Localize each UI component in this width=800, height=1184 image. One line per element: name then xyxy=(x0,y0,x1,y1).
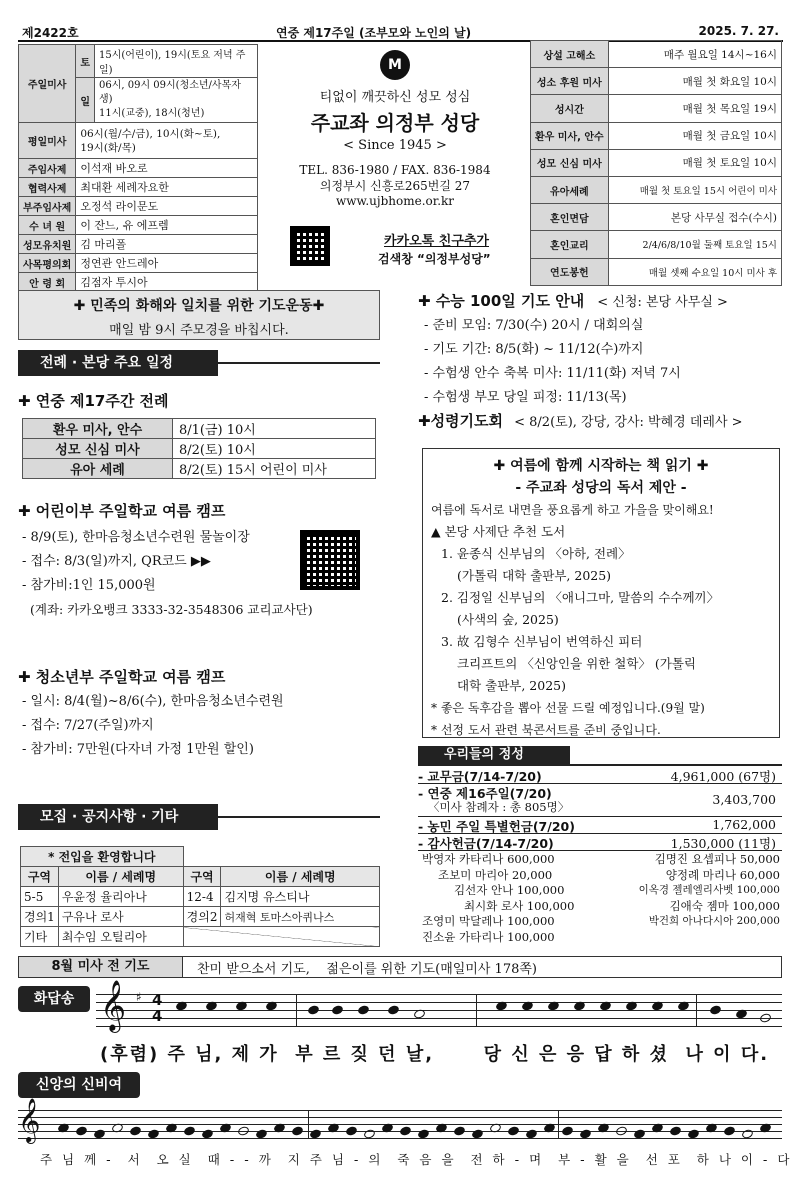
offering-label: - 연중 제16주일(7/20) xyxy=(418,786,552,801)
staff-role: 수 녀 원 xyxy=(19,216,76,235)
staff-name: 이석재 바오로 xyxy=(76,159,258,178)
staff-name: 최대환 세례자요한 xyxy=(76,178,258,197)
weekday-times-line-1: 06시(월/수/금), 10시(화~토), xyxy=(80,127,221,140)
liturgy-label: 성모 신심 미사 xyxy=(23,439,173,459)
schedule-label: 혼인교리 xyxy=(531,231,609,258)
donor: 김애숙 젬마 100,000 xyxy=(669,898,780,913)
liturgy-label: 환우 미사, 안수 xyxy=(23,419,173,439)
special-schedule-table xyxy=(530,40,782,286)
liturgy-section-bar: 전례 · 본당 주요 일정 xyxy=(18,350,218,376)
welcome-table xyxy=(20,846,380,947)
suneung-prayer-section xyxy=(418,290,784,311)
music-note-icon xyxy=(615,1125,628,1136)
column-header: 구역 xyxy=(21,867,59,887)
staff-role: 사목평의회 xyxy=(19,254,76,273)
schedule-label: 환우 미사, 안수 xyxy=(531,122,609,149)
staff-role: 협력사제 xyxy=(19,178,76,197)
bar-line xyxy=(296,994,297,1026)
name-cell: 구유나 로사 xyxy=(58,907,183,927)
music-note-icon xyxy=(759,1012,772,1023)
welcome-title: * 전입을 환영합니다 xyxy=(21,847,184,867)
schedule-label: 유아세례 xyxy=(531,176,609,203)
staff-role: 주임사제 xyxy=(19,159,76,178)
music-note-icon xyxy=(291,1125,304,1136)
empty-cell xyxy=(183,927,379,947)
area-cell: 경의2 xyxy=(183,907,221,927)
list-item: - 수험생 안수 축복 미사: 11/11(화) 저녁 7시 xyxy=(424,366,681,381)
music-note-icon xyxy=(307,1004,320,1015)
book-item: 대학 출판부, 2025) xyxy=(457,678,566,693)
spirit-heading: ✚성령기도회 xyxy=(418,412,504,430)
schedule-value: 매월 첫 목요일 19시 xyxy=(608,95,781,122)
responsorial-lyric: (후렴) 주 님, 제 가 부 르 짖 던 날, 당 신 은 응 답 하 셨 나 이 다. xyxy=(100,1044,770,1065)
sharp-icon: ♯ xyxy=(136,990,142,1004)
kids-camp-heading: ✚ 어린이부 주일학교 여름 캠프 xyxy=(18,502,226,520)
reading-recommend: ▲ 본당 사제단 추천 도서 xyxy=(431,524,566,539)
donor: 조영미 막달레나 100,000 xyxy=(422,914,555,928)
staff-name: 오정석 라이문도 xyxy=(76,197,258,216)
book-item: 3. 故 김형수 신부님이 번역하신 피터 xyxy=(441,634,643,649)
sunday-mass-label: 주일미사 xyxy=(19,45,76,123)
weekday-times-line-2: 19시(화/목) xyxy=(80,141,136,154)
kakao-search-hint: 검색창 “의정부성당” xyxy=(378,252,491,266)
kids-camp-qr-code[interactable] xyxy=(300,530,360,590)
issue-header xyxy=(18,22,783,40)
suneung-details xyxy=(424,314,784,410)
liturgy-time: 8/1(금) 10시 xyxy=(173,419,376,439)
reading-note: * 좋은 독후감을 뽑아 선물 드릴 예정입니다.(9월 말) xyxy=(431,701,705,715)
sunday-times-line-1: 06시, 09시 09시(청소년/사목자생) xyxy=(98,80,241,105)
bar-line xyxy=(558,1110,559,1138)
book-item: (사색의 숲, 2025) xyxy=(457,612,559,627)
reading-intro: 여름에 독서로 내면을 풍요롭게 하고 가을을 맞이해요! xyxy=(431,503,714,517)
schedule-label: 성모 신심 미사 xyxy=(531,149,609,176)
schedule-value: 매월 첫 토요일 10시 xyxy=(608,149,781,176)
schedule-value: 매월 첫 금요일 10시 xyxy=(608,122,781,149)
sunday-label: 일 xyxy=(76,78,95,123)
suneung-sub: < 신청: 본당 사무실 > xyxy=(597,295,728,310)
area-cell: 기타 xyxy=(21,927,59,947)
mystery-of-faith-label: 신앙의 신비여 xyxy=(18,1072,140,1098)
kids-camp-details xyxy=(22,526,313,622)
treble-clef-icon: 𝄞 xyxy=(100,980,127,1031)
music-note-icon xyxy=(387,1004,400,1015)
staff-name: 김점자 투시아 xyxy=(76,273,258,292)
saturday-times: 15시(어린이), 19시(토요 저녁 주일) xyxy=(94,45,257,78)
offering-rule xyxy=(418,764,782,766)
area-cell: 5-5 xyxy=(21,887,59,907)
youth-camp-details xyxy=(22,690,382,762)
reading-note: * 선정 도서 관련 북콘서트를 준비 중입니다. xyxy=(431,723,661,737)
donor: 김선자 안나 100,000 xyxy=(454,883,565,897)
liturgy-week-table xyxy=(22,418,376,479)
schedule-label: 성시간 xyxy=(531,95,609,122)
music-note-icon xyxy=(357,1004,370,1015)
music-note-icon xyxy=(237,1125,250,1136)
offering-label: - 감사헌금(7/14-7/20) xyxy=(418,836,554,851)
name-cell: 김지명 유스티나 xyxy=(221,887,380,907)
table-row xyxy=(21,927,380,947)
responsorial-psalm-label: 화답송 xyxy=(18,986,90,1012)
schedule-label: 혼인면담 xyxy=(531,204,609,231)
schedule-value: 매월 첫 토요일 15시 어린이 미사 xyxy=(608,176,781,203)
list-item: - 접수: 8/3(일)까지, QR코드 ▶▶ xyxy=(22,554,211,569)
issue-date: 2025. 7. 27. xyxy=(698,24,779,38)
area-cell: 12-4 xyxy=(183,887,221,907)
bar-line xyxy=(696,994,697,1026)
august-prayer-bar xyxy=(18,956,782,978)
donor: 박영자 카타리나 600,000 xyxy=(422,852,555,866)
issue-number: 제2422호 xyxy=(22,26,79,40)
parish-phone: TEL. 836-1980 / FAX. 836-1984 xyxy=(299,163,491,177)
parish-address: 의정부시 신흥로265번길 27 xyxy=(319,179,471,193)
list-item: - 참가비:1인 15,000원 xyxy=(22,578,156,593)
column-header: 이름 / 세례명 xyxy=(221,867,380,887)
name-cell: 우윤정 율리아나 xyxy=(58,887,183,907)
offering-section xyxy=(418,746,782,950)
music-note-icon xyxy=(723,1125,736,1136)
mystery-staff xyxy=(18,1098,782,1146)
mass-schedule-table xyxy=(18,44,258,292)
responsorial-staff xyxy=(96,980,782,1036)
spirit-prayer-section xyxy=(418,410,784,431)
column-header: 이름 / 세례명 xyxy=(58,867,183,887)
kakao-qr-code[interactable] xyxy=(290,226,330,266)
schedule-label: 연도봉헌 xyxy=(531,258,609,285)
music-note-icon xyxy=(75,1125,88,1136)
schedule-label: 상설 고해소 xyxy=(531,41,609,68)
parish-masthead xyxy=(262,44,528,284)
staff-role: 부주임사제 xyxy=(19,197,76,216)
liturgy-time: 8/2(토) 10시 xyxy=(173,439,376,459)
staff-name: 정연관 안드레아 xyxy=(76,254,258,273)
august-prayer-text: 찬미 받으소서 기도, 젊은이를 위한 기도(매일미사 178쪽) xyxy=(197,962,537,977)
list-item: - 수험생 부모 당일 피정: 11/13(목) xyxy=(424,390,627,405)
donor: 김명진 요셉피나 50,000 xyxy=(654,852,780,866)
book-item: (가톨릭 대학 출판부, 2025) xyxy=(457,568,612,583)
list-item: - 일시: 8/4(월)~8/6(수), 한마음청소년수련원 xyxy=(22,694,284,709)
music-note-icon xyxy=(183,1125,196,1136)
offering-value: 4,961,000 (67명) xyxy=(670,769,776,784)
schedule-value: 본당 사무실 접수(수시) xyxy=(608,204,781,231)
sunday-title: 연중 제17주일 (조부모와 노인의 날) xyxy=(276,26,472,40)
offering-bar: 우리들의 정성 xyxy=(418,746,570,764)
donor: 양정례 마리나 60,000 xyxy=(665,867,780,882)
list-item: - 접수: 7/27(주일)까지 xyxy=(22,718,154,733)
notice-section-bar: 모집 · 공지사항 · 기타 xyxy=(18,804,218,830)
reading-subtitle: - 주교좌 성당의 독서 제안 - xyxy=(515,480,687,496)
donor: 박건희 아나다시아 200,000 xyxy=(648,915,780,927)
offering-value: 1,530,000 (11명) xyxy=(670,836,776,851)
suneung-heading: ✚ 수능 100일 기도 안내 xyxy=(418,292,585,310)
column-header: 구역 xyxy=(183,867,221,887)
sunday-times xyxy=(94,78,257,123)
bar-line xyxy=(308,1110,309,1138)
parish-website[interactable]: www.ujbhome.or.kr xyxy=(335,194,455,208)
prayer-movement-box xyxy=(18,290,380,340)
parish-since: < Since 1945 > xyxy=(343,138,447,153)
notice-bar-rule xyxy=(218,816,380,818)
music-note-icon xyxy=(561,1125,574,1136)
saturday-label: 토 xyxy=(76,45,95,78)
time-signature-icon: 4 4 xyxy=(152,991,163,1025)
table-row xyxy=(21,907,380,927)
music-note-icon xyxy=(709,1004,722,1015)
offering-value: 3,403,700 xyxy=(712,792,776,807)
liturgy-label: 유아 세례 xyxy=(23,459,173,479)
parish-motto: 티없이 깨끗하신 성모 성심 xyxy=(319,90,471,105)
music-note-icon xyxy=(129,1125,142,1136)
book-item: 1. 윤종식 신부님의 〈아하, 전례〉 xyxy=(441,546,631,561)
schedule-label: 성소 후원 미사 xyxy=(531,68,609,95)
donor: 조보미 마리아 20,000 xyxy=(438,867,553,882)
kakao-add-friend[interactable]: 카카오톡 친구추가 xyxy=(384,234,489,249)
music-note-icon xyxy=(507,1125,520,1136)
music-note-icon xyxy=(345,1125,358,1136)
list-item: - 기도 기간: 8/5(화) ~ 11/12(수)까지 xyxy=(424,342,644,357)
mystery-lyric: 주 님 께 - 서 오 실 때 - - 까 지 주 님 - 의 죽 음 을 전 하 - 며 부 - 활 을 선 포 하 나 이 - 다 xyxy=(40,1152,793,1167)
staff-role: 성모유치원 xyxy=(19,235,76,254)
book-item: 크리프트의 〈신앙인을 위한 철학〉 (가톨릭 xyxy=(457,656,696,671)
bar-line xyxy=(476,994,477,1026)
schedule-value: 매월 첫 화요일 10시 xyxy=(608,68,781,95)
reading-proposal-box xyxy=(422,448,780,738)
liturgy-bar-rule xyxy=(218,362,380,364)
liturgy-time: 8/2(토) 15시 어린이 미사 xyxy=(173,459,376,479)
list-item: - 준비 모임: 7/30(수) 20시 / 대회의실 xyxy=(424,318,644,333)
liturgy-week-heading: ✚ 연중 제17주간 전례 xyxy=(18,392,169,410)
book-item: 2. 김정일 신부님의 〈애니그마, 말씀의 수수께끼〉 xyxy=(441,590,720,605)
kids-camp-account: (계좌: 카카오뱅크 3333-32-3548306 교리교사단) xyxy=(30,602,313,617)
schedule-value: 매주 월요일 14시~16시 xyxy=(608,41,781,68)
name-cell: 최수임 오틸리아 xyxy=(58,927,183,947)
prayer-movement-body: 매일 밤 9시 주모경을 바칩시다. xyxy=(109,323,289,338)
music-note-icon xyxy=(399,1125,412,1136)
weekday-mass-label: 평일미사 xyxy=(19,123,76,159)
music-note-icon xyxy=(331,1004,344,1015)
offering-attendance: 〈미사 참례자 : 총 805명〉 xyxy=(428,800,570,814)
name-cell: 허재혁 토마스아퀴나스 xyxy=(221,907,380,927)
music-note-icon xyxy=(453,1125,466,1136)
offering-label: - 교무금(7/14-7/20) xyxy=(418,769,542,784)
youth-camp-heading: ✚ 청소년부 주일학교 여름 캠프 xyxy=(18,668,226,686)
staff-role: 안 령 회 xyxy=(19,273,76,292)
table-row xyxy=(21,887,380,907)
schedule-value: 매월 셋째 수요일 10시 미사 후 xyxy=(608,258,781,285)
parish-name: 주교좌 의정부 성당 xyxy=(310,111,480,135)
donor: 이옥경 젤레엘리사벳 100,000 xyxy=(638,884,780,896)
list-item: - 참가비: 7만원(다자녀 가정 1만원 할인) xyxy=(22,742,254,757)
prayer-movement-title: ✚ 민족의 화해와 일치를 위한 기도운동✚ xyxy=(73,298,325,314)
staff-name: 이 잔느, 유 에프렘 xyxy=(76,216,258,235)
staff-name: 김 마리폴 xyxy=(76,235,258,254)
list-item: - 8/9(토), 한마음청소년수련원 물놀이장 xyxy=(22,530,250,545)
spirit-sub: < 8/2(토), 강당, 강사: 박혜경 데레사 > xyxy=(514,415,743,430)
reading-title: ✚ 여름에 함께 시작하는 책 읽기 ✚ xyxy=(493,458,709,474)
offering-value: 1,762,000 xyxy=(712,817,776,832)
area-cell: 경의1 xyxy=(21,907,59,927)
weekday-times xyxy=(76,123,258,159)
offering-label: - 농민 주일 특별헌금(7/20) xyxy=(418,819,575,834)
treble-clef-icon: 𝄞 xyxy=(18,1098,41,1142)
sunday-times-line-2: 11시(교중), 18시(청년) xyxy=(98,108,205,119)
schedule-value: 2/4/6/8/10월 둘째 토요일 15시 xyxy=(608,231,781,258)
music-note-icon xyxy=(669,1125,682,1136)
donor: 진소윤 가타리나 100,000 xyxy=(422,929,555,944)
donor: 최시화 로사 100,000 xyxy=(464,898,575,913)
parish-logo-icon: M xyxy=(380,50,410,80)
august-prayer-label: 8월 미사 전 기도 xyxy=(19,957,183,977)
